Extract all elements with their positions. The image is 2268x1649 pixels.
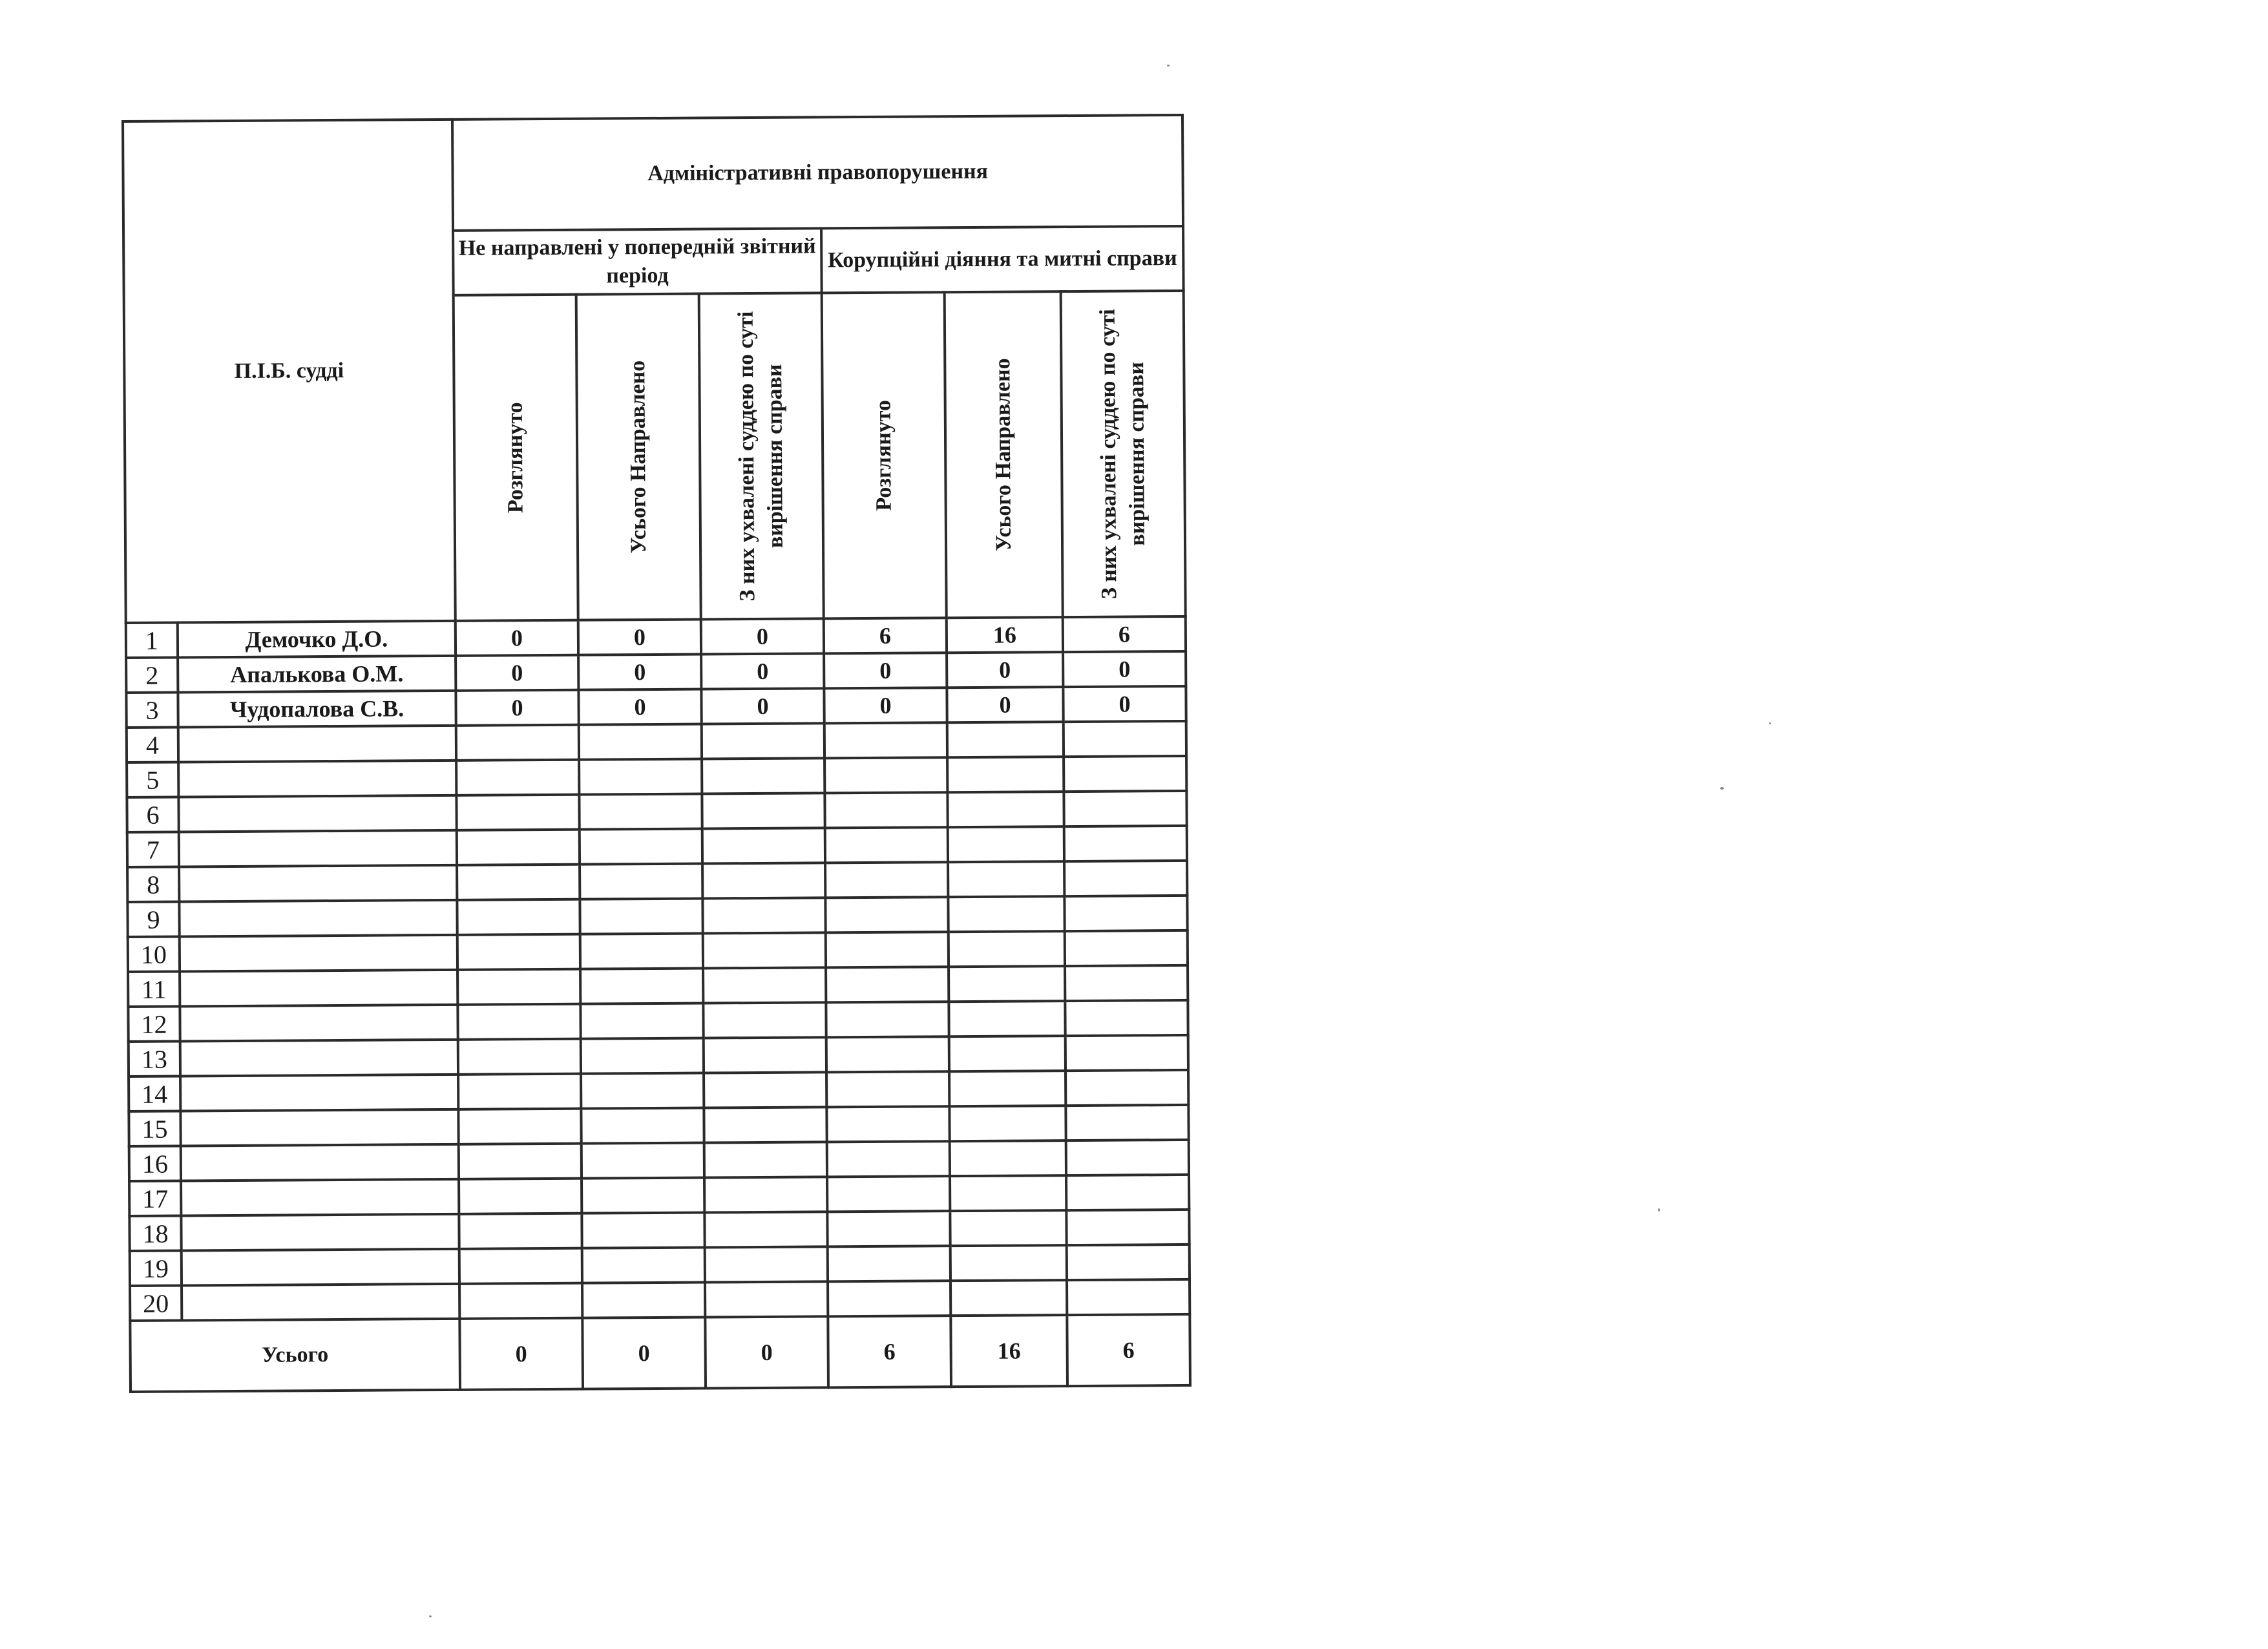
table-cell	[703, 1002, 826, 1038]
judge-name: Чудопалова С.В.	[178, 691, 456, 728]
table-cell	[456, 760, 579, 795]
judge-name	[178, 795, 456, 832]
table-cell	[825, 862, 948, 898]
table-row	[127, 756, 1186, 797]
row-number: 5	[127, 762, 178, 797]
judge-name	[182, 1249, 459, 1286]
row-number: 10	[128, 936, 180, 971]
column-header-total-sent: Усього Направлено	[991, 358, 1016, 552]
judge-name	[182, 1284, 459, 1321]
table-cell	[581, 1108, 704, 1144]
table-cell	[582, 1213, 704, 1248]
table-cell	[1064, 896, 1187, 931]
total-label: Усього	[130, 1319, 460, 1392]
table-cell: 0	[1063, 686, 1186, 722]
table-cell	[1065, 965, 1188, 1001]
judge-name	[180, 1040, 458, 1077]
row-number: 20	[130, 1285, 182, 1320]
scan-speck	[1658, 1208, 1660, 1212]
column-header-decided-on-merits: З них ухвалені суддею по суті вирішення справи	[733, 311, 788, 602]
column-header-cell	[945, 291, 1063, 618]
row-number: 8	[127, 867, 179, 901]
table-row	[126, 616, 1186, 658]
table-cell	[582, 1283, 705, 1318]
scan-speck	[1769, 722, 1771, 724]
table-cell	[947, 792, 1064, 827]
table-cell	[580, 899, 702, 934]
column-header-considered: Розглянуто	[871, 399, 896, 511]
subgroup-corruption-header: Корупційні діяння та митні справи	[821, 226, 1184, 293]
table-cell	[582, 1248, 705, 1283]
subgroup-not-sent-header: Не направлені у попередній звітний період	[453, 228, 822, 295]
table-cell	[825, 827, 948, 863]
table-cell	[949, 1036, 1066, 1071]
column-header-cell	[454, 295, 578, 621]
table-cell	[704, 1107, 826, 1142]
judges-report-table	[121, 114, 1192, 1393]
table-cell	[581, 1038, 704, 1074]
table-cell	[458, 1109, 581, 1144]
row-number: 19	[130, 1250, 182, 1285]
table-cell: 6	[1063, 616, 1186, 652]
row-number: 2	[126, 657, 178, 692]
table-cell	[949, 1001, 1065, 1036]
row-number: 6	[127, 797, 178, 832]
table-cell	[1066, 1175, 1189, 1210]
row-number: 3	[126, 692, 178, 727]
judge-name	[178, 761, 456, 797]
table-cell	[949, 931, 1065, 967]
table-cell	[702, 898, 825, 933]
table-cell	[702, 863, 825, 898]
table-cell	[948, 896, 1064, 932]
column-header-considered: Розглянуто	[503, 402, 528, 514]
judge-name-header: П.І.Б. судді	[123, 120, 456, 623]
table-cell	[1065, 930, 1188, 966]
table-row	[128, 965, 1188, 1007]
table-row	[127, 826, 1187, 867]
table-cell	[947, 722, 1064, 757]
row-number: 16	[129, 1146, 181, 1181]
column-header-cell	[576, 294, 701, 620]
table-cell	[702, 723, 824, 759]
table-cell	[826, 1071, 949, 1107]
table-cell	[704, 1142, 827, 1177]
table-cell: 0	[701, 618, 824, 654]
scan-speck	[1167, 65, 1170, 67]
total-value: 0	[582, 1318, 706, 1389]
table-cell: 0	[456, 620, 578, 656]
column-header-decided-on-merits: З них ухвалені суддею по суті вирішення справи	[1095, 309, 1150, 600]
table-cell	[702, 793, 824, 828]
table-cell	[459, 1213, 582, 1249]
table-cell	[457, 1004, 580, 1040]
table-cell	[1066, 1070, 1188, 1106]
table-cell	[824, 792, 947, 828]
scan-speck	[1720, 787, 1724, 790]
table-cell	[1066, 1210, 1189, 1245]
table-cell	[704, 1072, 826, 1108]
table-cell: 0	[578, 689, 701, 725]
table-cell	[458, 1039, 581, 1075]
table-cell	[580, 864, 702, 899]
row-number: 18	[129, 1215, 181, 1250]
judge-name	[180, 1109, 458, 1146]
total-row	[130, 1314, 1190, 1392]
table-row	[129, 1175, 1189, 1216]
table-cell	[457, 899, 580, 935]
judge-name	[181, 1179, 459, 1216]
table-cell	[1066, 1140, 1189, 1175]
table-cell: 0	[947, 687, 1063, 722]
table-cell	[826, 967, 949, 1002]
table-cell	[703, 967, 826, 1003]
table-cell	[457, 865, 580, 900]
table-cell	[458, 1074, 581, 1109]
table-row	[127, 896, 1187, 937]
table-cell	[459, 1179, 582, 1214]
table-cell	[948, 861, 1064, 897]
table-cell	[950, 1140, 1066, 1176]
table-cell	[826, 1036, 949, 1072]
row-number: 15	[129, 1111, 180, 1146]
table-cell	[705, 1246, 828, 1282]
table-cell	[827, 1211, 950, 1246]
table-cell: 0	[947, 652, 1063, 688]
column-header-cell	[699, 293, 824, 619]
table-cell	[826, 1002, 949, 1037]
table-cell	[704, 1212, 827, 1247]
table-cell	[705, 1281, 828, 1317]
table-cell	[950, 1210, 1066, 1246]
column-header-total-sent: Усього Направлено	[625, 360, 651, 554]
row-number: 14	[129, 1076, 180, 1111]
total-value: 6	[828, 1316, 951, 1387]
table-cell	[457, 969, 580, 1005]
row-number: 17	[129, 1181, 181, 1215]
row-number: 13	[129, 1041, 180, 1076]
table-cell	[949, 966, 1065, 1002]
table-cell	[579, 724, 702, 760]
table-cell	[702, 828, 825, 863]
table-cell: 0	[1063, 651, 1186, 687]
table-row	[127, 721, 1186, 762]
column-header-cell	[1061, 291, 1186, 617]
judge-name: Демочко Д.О.	[178, 621, 456, 658]
table-cell	[579, 759, 702, 795]
table-cell	[950, 1245, 1067, 1281]
table-cell	[1064, 756, 1186, 792]
table-cell	[826, 1106, 949, 1142]
table-cell	[1064, 826, 1187, 861]
table-cell	[456, 795, 579, 830]
judge-name	[180, 935, 457, 972]
table-cell	[1066, 1035, 1188, 1071]
table-cell	[1065, 1000, 1188, 1036]
table-cell	[459, 1144, 582, 1179]
table-cell	[703, 932, 826, 968]
judge-name	[180, 1075, 458, 1111]
table-cell	[948, 826, 1064, 862]
total-value: 16	[950, 1315, 1067, 1387]
row-number: 4	[127, 727, 178, 762]
table-cell: 6	[824, 618, 947, 653]
table-row	[130, 1245, 1190, 1286]
table-row	[127, 861, 1187, 902]
table-cell: 0	[824, 688, 947, 723]
table-cell	[828, 1281, 950, 1316]
table-cell	[580, 1003, 703, 1039]
table-cell	[825, 897, 948, 932]
table-row	[126, 651, 1186, 693]
table-cell: 0	[824, 653, 947, 688]
table-cell	[580, 934, 703, 969]
table-cell	[947, 757, 1064, 792]
table-cell: 0	[456, 690, 578, 726]
table-cell: 16	[947, 617, 1063, 653]
table-cell	[950, 1175, 1066, 1211]
table-row	[129, 1070, 1188, 1111]
table-cell	[457, 934, 580, 970]
table-cell	[579, 794, 702, 830]
table-cell	[457, 830, 580, 865]
table-cell	[826, 932, 949, 967]
table-row	[126, 686, 1186, 728]
table-cell	[582, 1143, 704, 1179]
table-cell	[580, 829, 702, 865]
table-cell	[1064, 861, 1187, 896]
judge-name	[179, 900, 457, 937]
row-number: 7	[127, 832, 179, 867]
table-cell	[704, 1037, 826, 1073]
admin-offenses-header: Адміністративні правопорушення	[452, 115, 1183, 231]
table-cell: 0	[578, 620, 701, 655]
total-value: 0	[459, 1318, 583, 1390]
table-cell	[1064, 721, 1186, 757]
judge-name	[180, 1005, 457, 1042]
table-cell: 0	[701, 653, 824, 689]
table-cell	[949, 1106, 1066, 1141]
total-value: 0	[705, 1316, 828, 1388]
table-cell	[824, 757, 947, 793]
table-row	[129, 1140, 1189, 1181]
table-cell	[582, 1178, 704, 1213]
judge-name	[179, 830, 457, 867]
table-cell	[459, 1283, 582, 1319]
table-cell	[580, 969, 703, 1004]
table-row	[129, 1210, 1189, 1251]
judge-name	[181, 1214, 459, 1251]
column-header-cell	[822, 292, 947, 618]
judge-name	[181, 1144, 459, 1181]
table-cell	[828, 1246, 950, 1281]
table-cell	[704, 1177, 827, 1212]
table-cell	[456, 725, 579, 761]
table-cell	[1066, 1105, 1188, 1140]
header-row-1	[123, 115, 1183, 233]
table-row	[129, 1035, 1188, 1077]
judge-name: Апалькова О.М.	[178, 656, 456, 693]
row-number: 12	[128, 1006, 180, 1041]
row-number: 1	[126, 622, 178, 657]
table-cell: 0	[456, 655, 578, 691]
table-cell	[827, 1176, 950, 1212]
table-cell	[459, 1248, 582, 1284]
table-cell	[702, 758, 824, 793]
table-row	[128, 1000, 1188, 1042]
table-row	[129, 1105, 1188, 1146]
judge-name	[180, 970, 457, 1007]
total-value: 6	[1067, 1314, 1190, 1386]
table-cell	[824, 722, 947, 758]
table-cell	[949, 1071, 1066, 1106]
table-row	[128, 930, 1188, 972]
table-cell	[1067, 1279, 1190, 1315]
table-row	[130, 1279, 1190, 1321]
table-body	[126, 616, 1190, 1321]
table-cell: 0	[701, 688, 824, 724]
row-number: 11	[128, 971, 180, 1006]
table-cell	[1064, 791, 1186, 826]
table-row	[127, 791, 1186, 832]
table-cell	[1067, 1245, 1190, 1280]
judge-name	[178, 726, 456, 762]
table-cell	[581, 1073, 704, 1109]
table-cell: 0	[578, 655, 701, 690]
judge-name	[179, 865, 457, 902]
scan-speck	[429, 1615, 432, 1617]
row-number: 9	[127, 901, 179, 936]
table-cell	[827, 1141, 950, 1177]
table-cell	[950, 1280, 1067, 1316]
